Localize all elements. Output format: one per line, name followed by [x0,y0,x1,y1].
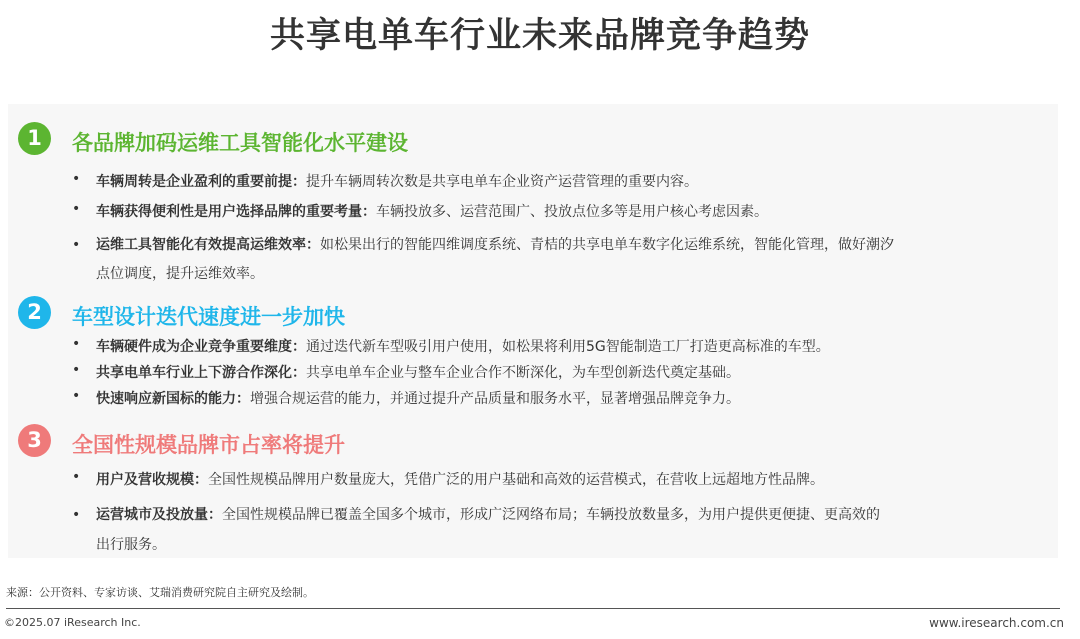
bullet-item [70,500,1045,560]
copyright: ©2025.07 iResearch Inc. [4,616,141,629]
bullet-item [70,336,1045,362]
section-number-badge: 2 [18,296,51,329]
bullet-bold: 车辆获得便利性是用户选择品牌的重要考量： [96,204,376,220]
page-title: 共享电单车行业未来品牌竞争趋势 [269,16,810,56]
bullet-dot-icon: • [72,388,81,404]
bullet-bold: 运营城市及投放量： [96,507,222,523]
bullet-text: 通过迭代新车型吸引用户使用，如松果将利用5G智能制造工厂打造更高标准的车型。 [306,339,830,355]
bullet-text: 如松果出行的智能四维调度系统、青桔的共享电单车数字化运维系统，智能化管理，做好潮汐 [320,237,894,253]
bullet-item [70,388,1045,414]
bullet-dot-icon: • [72,201,81,217]
website-link[interactable]: www.iresearch.com.cn [929,616,1064,630]
bullet-list [70,171,1045,289]
source-note: 来源：公开资料、专家访谈、艾瑞消费研究院自主研究及绘制。 [6,586,314,599]
section-heading: 全国性规模品牌市占率将提升 [72,433,345,457]
section-heading: 各品牌加码运维工具智能化水平建设 [72,131,408,155]
content-panel [8,104,1058,558]
bullet-dot-icon: • [72,336,81,352]
bullet-list [70,469,1045,560]
bullet-item [70,201,1045,231]
bullet-item [70,362,1045,388]
bullet-text: 共享电单车企业与整车企业合作不断深化，为车型创新迭代奠定基础。 [306,365,740,381]
bullet-dot-icon: • [72,507,81,523]
bullet-continuation: 点位调度，提升运维效率。 [96,266,264,282]
bullet-item [70,469,1045,500]
footer-divider [6,608,1060,609]
bullet-text: 全国性规模品牌已覆盖全国多个城市，形成广泛网络布局；车辆投放数量多，为用户提供更便捷、更高效的 [222,507,880,523]
bullet-dot-icon: • [72,171,81,187]
bullet-dot-icon: • [72,362,81,378]
bullet-list [70,336,1045,414]
bullet-dot-icon: • [72,237,81,253]
section-heading: 车型设计迭代速度进一步加快 [72,305,345,329]
bullet-item [70,171,1045,201]
section-number-badge: 3 [18,424,51,457]
bullet-bold: 运维工具智能化有效提高运维效率： [96,237,320,253]
bullet-bold: 快速响应新国标的能力： [96,391,250,407]
bullet-dot-icon: • [72,469,81,485]
bullet-text: 全国性规模品牌用户数量庞大，凭借广泛的用户基础和高效的运营模式，在营收上远超地方性品牌。 [208,472,824,488]
bullet-continuation: 出行服务。 [96,537,166,553]
section-number-badge: 1 [18,122,51,155]
bullet-text: 增强合规运营的能力，并通过提升产品质量和服务水平，显著增强品牌竞争力。 [250,391,740,407]
bullet-bold: 车辆周转是企业盈利的重要前提： [96,174,306,190]
bullet-text: 提升车辆周转次数是共享电单车企业资产运营管理的重要内容。 [306,174,698,190]
bullet-bold: 共享电单车行业上下游合作深化： [96,365,306,381]
bullet-bold: 用户及营收规模： [96,472,208,488]
bullet-text: 车辆投放多、运营范围广、投放点位多等是用户核心考虑因素。 [376,204,768,220]
bullet-bold: 车辆硬件成为企业竞争重要维度： [96,339,306,355]
bullet-item [70,231,1045,289]
